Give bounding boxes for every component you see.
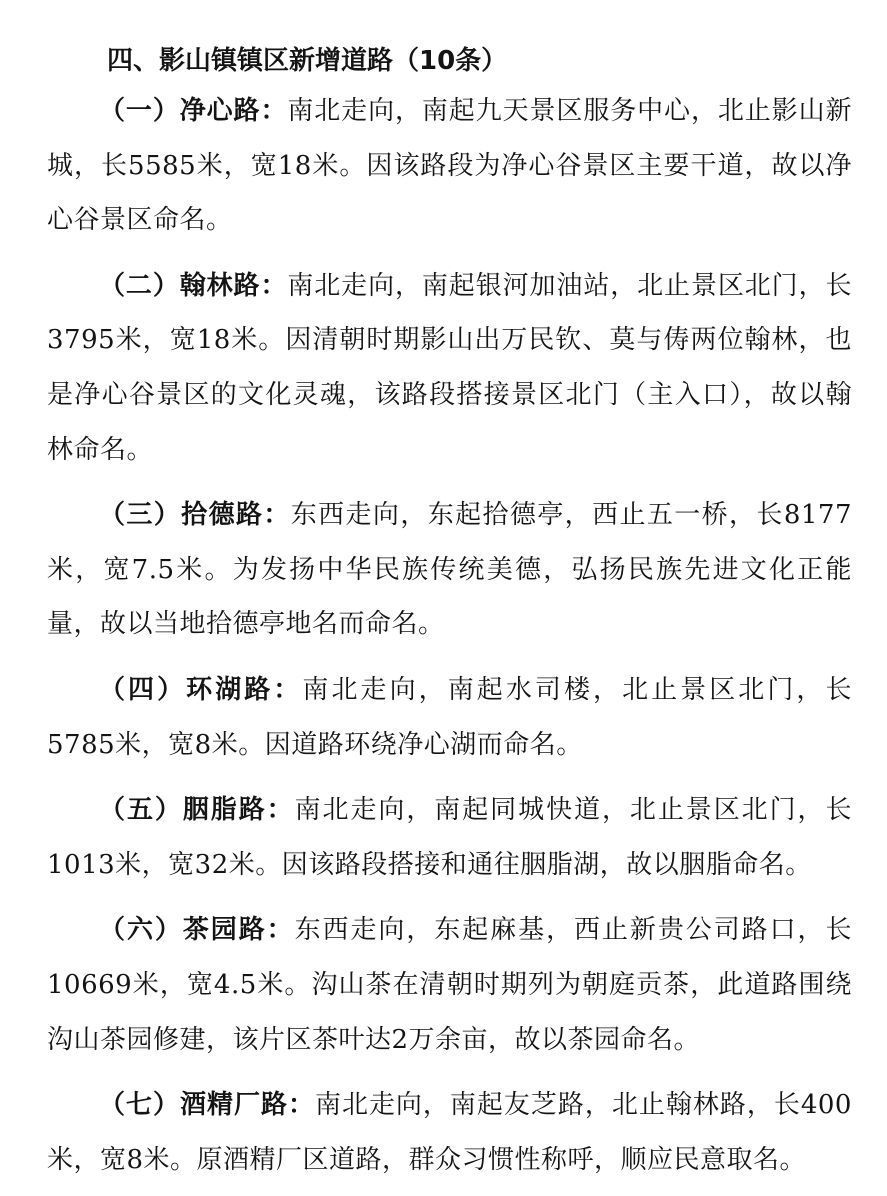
- paragraph-spacer: [47, 892, 852, 903]
- road-description: 南北走向，南起友芝路，北止翰林路，长400米，宽8米。原酒精厂区道路，群众习惯性称呼，顺应民意取名。: [47, 1090, 852, 1175]
- road-description: 南北走向，南起九天景区服务中心，北止影山新城，长5585米，宽18米。因该路段为净心谷景区主要干道，故以净心谷景区命名。: [47, 96, 852, 236]
- road-entry-6: [47, 903, 852, 1067]
- road-label: （四）环湖路：: [99, 674, 303, 705]
- paragraph-spacer: [47, 248, 852, 259]
- road-label: （三）拾德路：: [99, 500, 291, 531]
- road-entry-7: [47, 1078, 852, 1187]
- road-label: （二）翰林路：: [99, 270, 288, 301]
- road-label: （五）胭脂路：: [99, 795, 295, 826]
- paragraph-spacer: [47, 772, 852, 783]
- road-entry-1: [47, 84, 852, 248]
- paragraph-spacer: [47, 652, 852, 663]
- section-heading: 四、影山镇镇区新增道路（10条）: [107, 46, 508, 76]
- paragraph-spacer: [47, 1067, 852, 1078]
- road-description: 南北走向，南起水司楼，北止景区北门，长5785米，宽8米。因道路环绕净心湖而命名。: [47, 674, 852, 760]
- paragraph-spacer: [47, 477, 852, 488]
- road-description: 南北走向，南起银河加油站，北止景区北门，长3795米，宽18米。因清朝时期影山出万民钦、莫与俦两位翰林，也是净心谷景区的文化灵魂，该路段搭接景区北门（主入口），故以翰林命名。: [47, 270, 852, 465]
- road-entry-4: [47, 663, 852, 772]
- road-entry-5: [47, 783, 852, 892]
- document-body: [47, 38, 852, 1187]
- road-description: 东西走向，东起拾德亭，西止五一桥，长8177米，宽7.5米。为发扬中华民族传统美德，弘扬民族先进文化正能量，故以当地拾德亭地名而命名。: [47, 500, 852, 640]
- road-description: 南北走向，南起同城快道，北止景区北门，长1013米，宽32米。因该路段搭接和通往胭脂湖，故以胭脂命名。: [47, 795, 852, 880]
- road-entry-3: [47, 488, 852, 652]
- road-description: 东西走向，东起麻基，西止新贵公司路口，长10669米，宽4.5米。沟山茶在清朝时期列为朝庭贡茶，此道路围绕沟山茶园修建，该片区茶叶达2万余亩，故以茶园命名。: [47, 915, 852, 1055]
- road-entry-2: [47, 259, 852, 477]
- road-label: （七）酒精厂路：: [99, 1090, 315, 1121]
- road-label: （一）净心路：: [99, 96, 288, 126]
- road-label: （六）茶园路：: [99, 915, 295, 946]
